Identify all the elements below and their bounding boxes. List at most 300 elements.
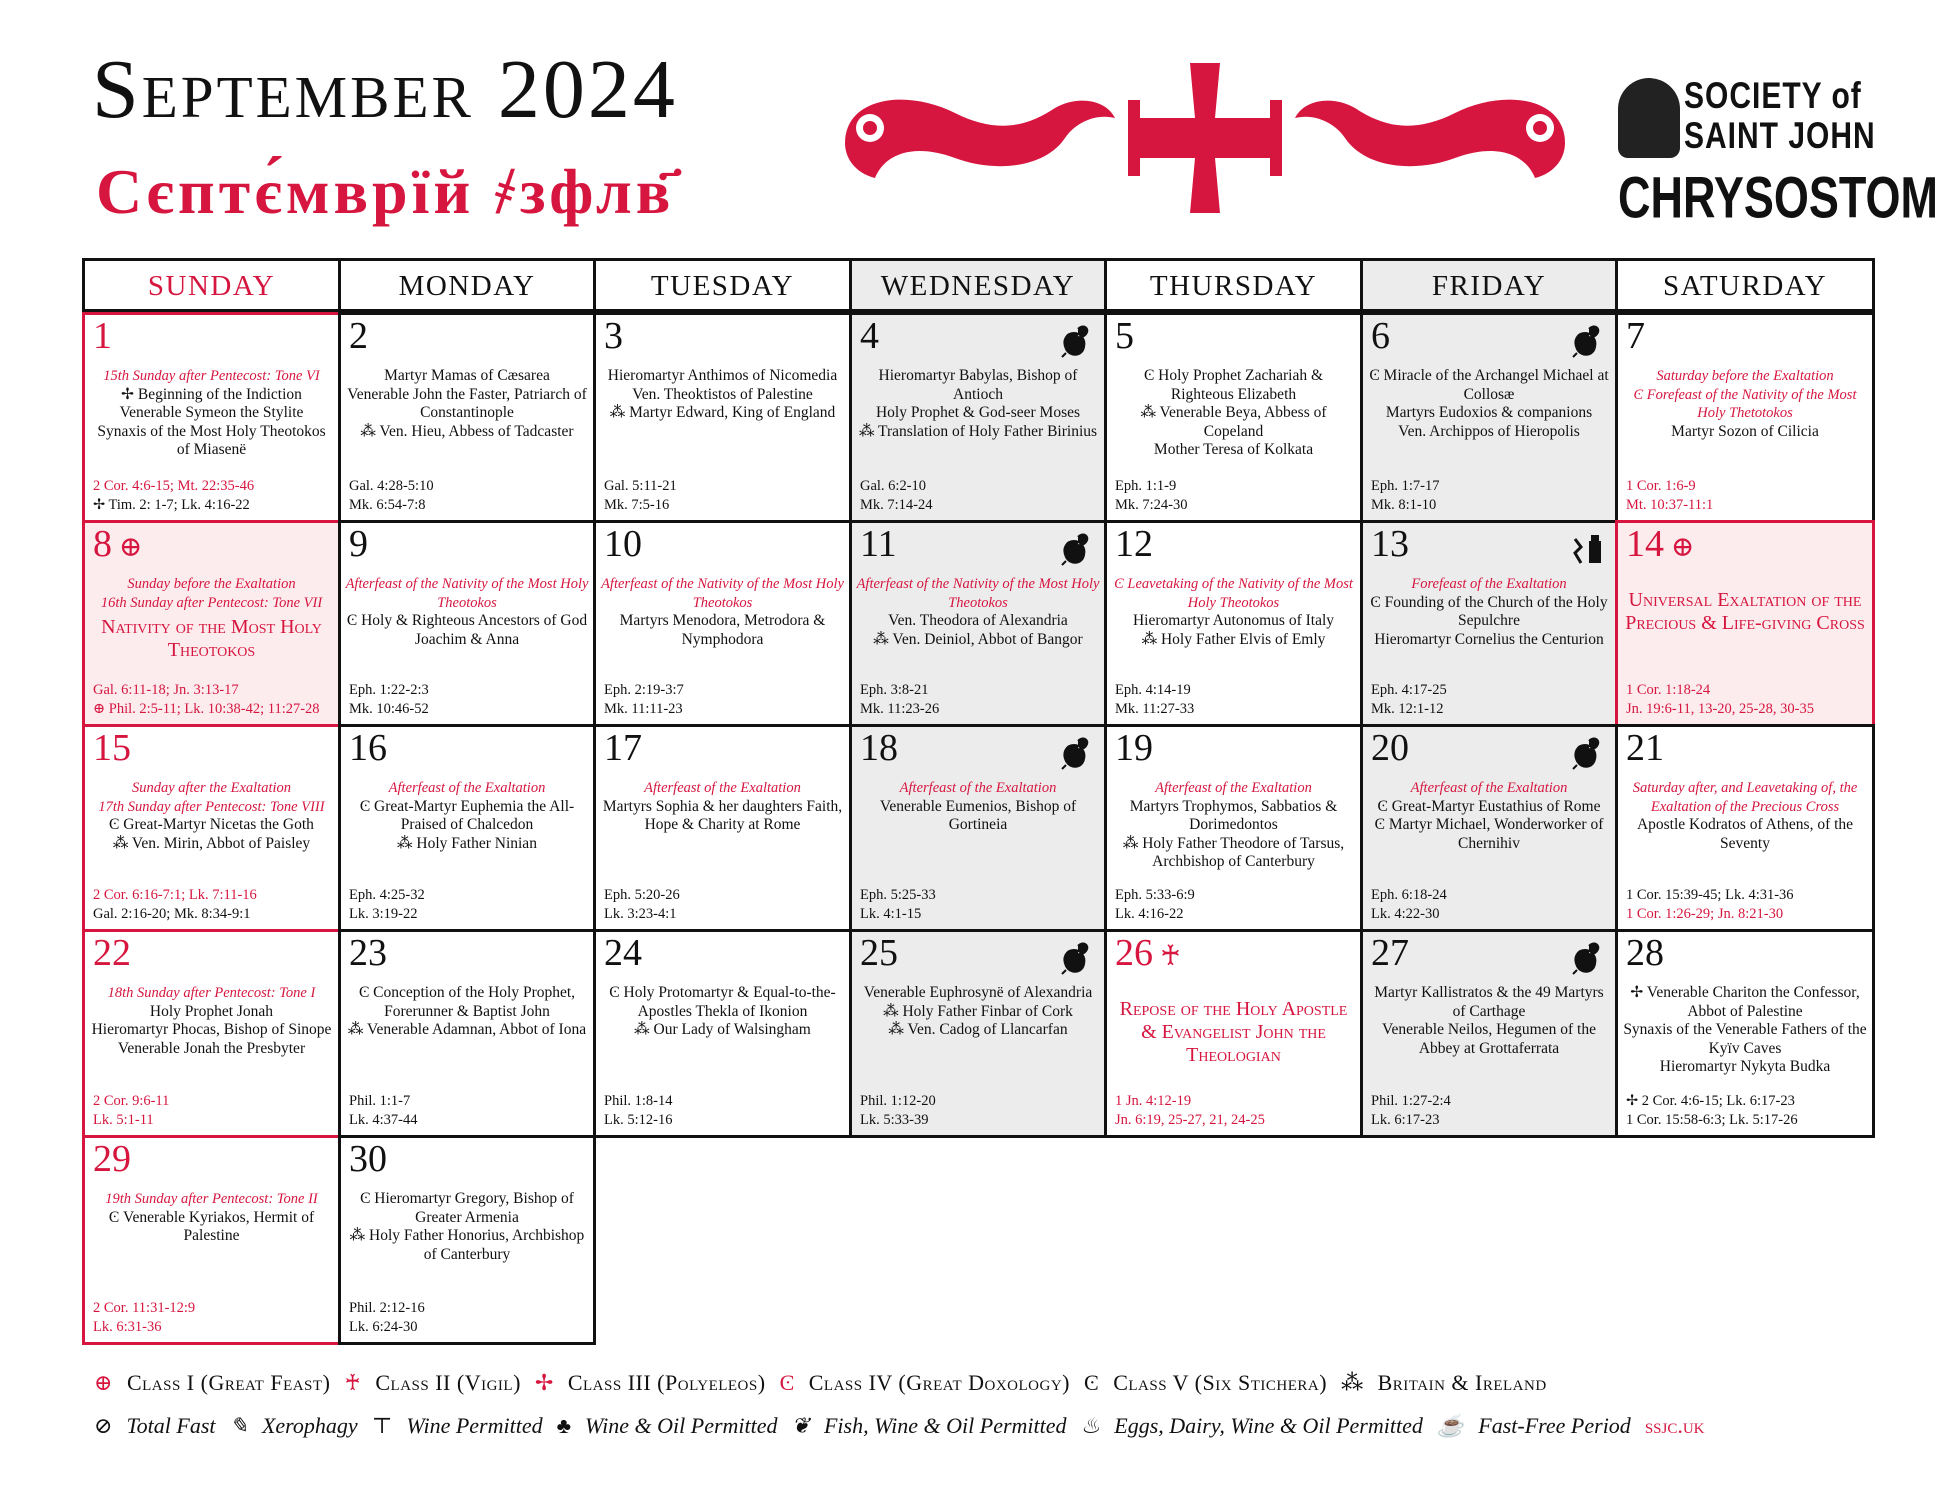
reading-line: Eph. 1:7-17 [1371, 478, 1440, 494]
reading-line: Phil. 1:12-20 [860, 1093, 936, 1109]
day-cell-29 [82, 1135, 341, 1345]
day-number [1371, 729, 1409, 767]
commemorations [345, 779, 589, 853]
saint-icon [1618, 78, 1680, 158]
readings [860, 886, 936, 924]
commemoration-line: ⁂ Venerable Beya, Abbess of Copeland [1140, 404, 1327, 440]
reading-line: Eph. 2:19-3:7 [604, 682, 684, 698]
reading-line: Eph. 1:1-9 [1115, 478, 1177, 494]
day-number-text: 14 [1626, 523, 1664, 565]
legend-fasting-label: Wine & Oil Permitted [585, 1413, 778, 1438]
reading-line: Jn. 6:19, 25-27, 21, 24-25 [1115, 1112, 1265, 1128]
reading-line: 1 Cor. 15:39-45; Lk. 4:31-36 [1626, 887, 1794, 903]
reading-line: 2 Cor. 9:6-11 [93, 1093, 170, 1109]
xerophagy-icon [1060, 940, 1096, 976]
commemoration-line: Ͼ Great-Martyr Euphemia the All-Praised of Chalcedon [359, 797, 575, 833]
xerophagy-icon [1060, 735, 1096, 771]
reading-line: Eph. 1:22-2:3 [349, 682, 429, 698]
commemoration-line: Afterfeast of the Exaltation [644, 780, 801, 796]
reading-line: Eph. 5:25-33 [860, 887, 936, 903]
commemorations [1622, 984, 1868, 1077]
readings [1371, 886, 1447, 924]
commemoration-line: Sunday after the Exaltation [131, 780, 292, 796]
commemoration-line: Martyr Sozon of Cilicia [1671, 422, 1819, 440]
commemoration-line: Saturday after, and Leavetaking of, the Exaltation of the Precious Cross [1632, 780, 1858, 815]
commemoration-line: Ͼ Forefeast of the Nativity of the Most Holy Thetotokos [1633, 386, 1857, 421]
calendar-grid [82, 258, 1872, 1346]
commemoration-line: ⁂ Ven. Cadog of Llancarfan [888, 1021, 1068, 1038]
legend-fasting-icon: ⊘ [94, 1413, 113, 1438]
commemoration-line: Ͼ Conception of the Holy Prophet, Forerunner & Baptist John [358, 984, 576, 1020]
day-cell-12 [1104, 520, 1363, 727]
commemoration-line: Mother Teresa of Kolkata [1153, 441, 1314, 458]
reading-line: Mk. 11:11-23 [604, 701, 683, 717]
day-number [1626, 934, 1664, 972]
reading-line: Lk. 6:24-30 [349, 1319, 418, 1335]
logo-line-1: SOCIETY of [1684, 75, 1862, 117]
day-cell-30 [338, 1135, 596, 1345]
reading-line: Lk. 6:17-23 [1371, 1112, 1440, 1128]
commemorations [89, 1190, 334, 1246]
day-number [1626, 525, 1694, 563]
legend-fasting-item [230, 1413, 358, 1438]
readings [860, 477, 933, 515]
day-number [93, 525, 142, 563]
commemoration-line: Martyrs Trophymos, Sabbatios & Dorimedontos [1129, 797, 1338, 833]
day-cell-23 [338, 929, 596, 1138]
day-number [604, 729, 642, 767]
readings [349, 477, 434, 515]
commemoration-line: ✢ Beginning of the Indiction [121, 385, 302, 403]
day-number [93, 1140, 131, 1178]
reading-line: 2 Cor. 11:31-12:9 [93, 1300, 196, 1316]
commemoration-line: Martyr Kallistratos & the 49 Martyrs of Carthage [1374, 984, 1604, 1020]
readings [1371, 477, 1439, 515]
readings [860, 681, 939, 719]
commemorations [600, 779, 845, 835]
legend-fasting-icon: ✎ [229, 1413, 248, 1438]
legend-class-icon: Ͼ [779, 1370, 795, 1395]
reading-line: 1 Cor. 1:18-24 [1626, 682, 1711, 698]
readings [93, 1299, 195, 1337]
commemoration-line: Afterfeast of the Nativity of the Most Holy Theotokos [601, 576, 844, 611]
readings [349, 1092, 417, 1130]
commemoration-line: Martyrs Menodora, Metrodora & Nymphodora [619, 612, 826, 648]
day-number-text: 24 [604, 932, 642, 974]
day-cell-26 [1104, 929, 1363, 1138]
reading-line: ✢ Tim. 2: 1-7; Lk. 4:16-22 [93, 497, 250, 513]
day-number [604, 317, 623, 355]
reading-line: 2 Cor. 6:16-7:1; Lk. 7:11-16 [93, 887, 257, 903]
day-number [349, 525, 368, 563]
logo-line-3: CHRYSOSTOM [1618, 164, 1939, 231]
day-cell-3 [593, 312, 852, 523]
readings [1115, 1092, 1265, 1130]
legend-class-label: Britain & Ireland [1377, 1370, 1547, 1395]
site-link[interactable]: ssjc.uk [1644, 1413, 1705, 1438]
day-number-text: 10 [604, 523, 642, 565]
commemoration-line: Holy Prophet Jonah [149, 1002, 274, 1020]
commemoration-line: Ven. Theodora of Alexandria [888, 612, 1068, 629]
readings [1115, 681, 1194, 719]
day-number-text: 2 [349, 315, 368, 357]
day-number-text: 12 [1115, 523, 1153, 565]
legend-fasting-label: Wine Permitted [406, 1413, 543, 1438]
readings [1626, 1092, 1798, 1130]
commemoration-line: Venerable John the Faster, Patriarch of Constantinople [347, 385, 587, 421]
reading-line: Lk. 3:23-4:1 [604, 906, 677, 922]
readings [1626, 886, 1794, 924]
commemoration-line: Ͼ Leavetaking of the Nativity of the Most Holy Theotokos [1114, 576, 1353, 611]
commemoration-line: Nativity of the Most Holy Theotokos [101, 616, 322, 661]
commemoration-line: Ͼ Holy Protomartyr & Equal-to-the-Apostles Thekla of Ikonion [609, 984, 836, 1020]
reading-line: Lk. 3:19-22 [349, 906, 418, 922]
commemorations [89, 984, 334, 1058]
commemoration-line: ⁂ Our Lady of Walsingham [634, 1021, 811, 1038]
day-cell-20 [1360, 724, 1618, 932]
commemoration-line: Venerable Symeon the Stylite [119, 404, 304, 421]
readings [604, 1092, 672, 1130]
commemoration-line: ⁂ Holy Father Ninian [397, 834, 537, 852]
reading-line: Phil. 1:1-7 [349, 1093, 411, 1109]
day-cell-17 [593, 724, 852, 932]
commemoration-line: Ͼ Holy & Righteous Ancestors of God Joachim & Anna [346, 612, 588, 648]
day-cell-4 [849, 312, 1107, 523]
reading-line: Lk. 5:1-11 [93, 1112, 154, 1128]
day-number-text: 6 [1371, 315, 1390, 357]
day-number [860, 934, 898, 972]
day-number [93, 934, 131, 972]
commemorations [600, 575, 845, 649]
day-number-text: 19 [1115, 727, 1153, 769]
commemorations [1622, 585, 1868, 635]
commemoration-line: 17th Sunday after Pentecost: Tone VIII [98, 798, 325, 815]
commemoration-line: Ͼ Hieromartyr Gregory, Bishop of Greater Armenia [360, 1190, 574, 1226]
legend-class-item [1341, 1370, 1547, 1395]
legend-fasting-icon: ♣ [556, 1413, 572, 1438]
commemorations [89, 575, 334, 662]
legend-fasting-item [1437, 1413, 1631, 1438]
day-number-text: 29 [93, 1138, 131, 1180]
readings [93, 681, 320, 719]
day-number-text: 3 [604, 315, 623, 357]
legend-class-label: Class IV (Great Doxology) [808, 1370, 1071, 1395]
commemorations [345, 575, 589, 649]
legend-class-label: Class III (Polyeleos) [567, 1370, 766, 1395]
day-number-text: 20 [1371, 727, 1409, 769]
commemoration-line: ⁂ Translation of Holy Father Birinius [858, 422, 1098, 440]
legend-fasting-item [372, 1413, 543, 1438]
commemorations [1111, 575, 1356, 649]
reading-line: Mk. 8:1-10 [1371, 497, 1437, 513]
reading-line: Jn. 19:6-11, 13-20, 25-28, 30-35 [1626, 701, 1814, 717]
commemorations [89, 367, 334, 460]
day-number [860, 525, 897, 563]
legend-class-label: Class II (Vigil) [375, 1370, 521, 1395]
reading-line: Phil. 2:12-16 [349, 1300, 425, 1316]
commemoration-line: Hieromartyr Anthimos of Nicomedia [607, 367, 838, 384]
cross-ornament-icon [825, 58, 1585, 228]
day-number [1115, 317, 1134, 355]
readings [604, 477, 677, 515]
commemoration-line: Hieromartyr Babylas, Bishop of Antioch [878, 367, 1078, 403]
day-number [604, 525, 642, 563]
commemoration-line: 16th Sunday after Pentecost: Tone VII [100, 594, 323, 611]
readings [1115, 886, 1195, 924]
commemoration-line: Saturday before the Exaltation [1656, 368, 1834, 384]
day-number [1626, 729, 1664, 767]
commemoration-line: Ͼ Martyr Michael, Wonderworker of Chernihiv [1374, 816, 1604, 852]
readings [349, 681, 429, 719]
day-number [349, 1140, 387, 1178]
commemoration-line: ✢ Venerable Chariton the Confessor, Abbot of Palestine [1630, 984, 1860, 1020]
readings [1371, 681, 1447, 719]
commemorations [1367, 575, 1611, 649]
legend-fasting-label: Fish, Wine & Oil Permitted [823, 1413, 1067, 1438]
commemoration-line: Venerable Jonah the Presbyter [117, 1039, 306, 1057]
weekday-header-saturday: SATURDAY [1615, 258, 1875, 312]
day-number-text: 15 [93, 727, 131, 769]
reading-line: Lk. 6:31-36 [93, 1319, 162, 1335]
reading-line: ✢ 2 Cor. 4:6-15; Lk. 6:17-23 [1626, 1093, 1795, 1109]
reading-line: 1 Cor. 1:26-29; Jn. 8:21-30 [1626, 906, 1784, 922]
commemoration-line: Venerable Neilos, Hegumen of the Abbey at Grottaferrata [1382, 1021, 1596, 1057]
reading-line: Gal. 4:28-5:10 [349, 478, 434, 494]
commemorations [856, 367, 1100, 441]
reading-line: Gal. 5:11-21 [604, 478, 677, 494]
commemorations [1367, 984, 1611, 1058]
commemoration-line: ⁂ Ven. Mirin, Abbot of Paisley [112, 834, 311, 852]
commemoration-line: Ven. Theoktistos of Palestine [632, 385, 813, 403]
day-number-text: 16 [349, 727, 387, 769]
reading-line: 1 Cor. 1:6-9 [1626, 478, 1696, 494]
legend-class-icon: ♰ [344, 1370, 362, 1395]
day-number-text: 9 [349, 523, 368, 565]
commemorations [345, 1190, 589, 1264]
commemorations [856, 779, 1100, 835]
slavonic-title: Сєптє́мврїй ҂зфлв҃ [96, 156, 675, 227]
day-number-text: 8 [93, 523, 112, 565]
day-number-text: 13 [1371, 523, 1409, 565]
readings [604, 886, 680, 924]
reading-line: Mk. 12:1-12 [1371, 701, 1444, 717]
day-number [1371, 317, 1390, 355]
commemoration-line: Holy Prophet & God-seer Moses [875, 404, 1081, 421]
day-number-text: 18 [860, 727, 898, 769]
day-number-text: 1 [93, 315, 112, 357]
commemoration-line: Venerable Euphrosynë of Alexandria [863, 984, 1093, 1001]
commemoration-line: ⁂ Ven. Deiniol, Abbot of Bangor [873, 630, 1083, 648]
day-cell-2 [338, 312, 596, 523]
commemoration-line: Universal Exaltation of the Precious & Life-giving Cross [1625, 589, 1865, 634]
reading-line: Mt. 10:37-11:1 [1626, 497, 1714, 513]
day-number-text: 22 [93, 932, 131, 974]
reading-line: Eph. 4:14-19 [1115, 682, 1191, 698]
day-cell-22 [82, 929, 341, 1138]
commemorations [600, 984, 845, 1040]
day-cell-9 [338, 520, 596, 727]
weekday-header-wednesday: WEDNESDAY [849, 258, 1107, 312]
reading-line: Eph. 5:20-26 [604, 887, 680, 903]
reading-line: Mk. 11:27-33 [1115, 701, 1195, 717]
readings [604, 681, 684, 719]
day-number-text: 26 [1115, 932, 1153, 974]
commemoration-line: Afterfeast of the Exaltation [1155, 780, 1312, 796]
xerophagy-icon [1060, 323, 1096, 359]
reading-line: Eph. 6:18-24 [1371, 887, 1447, 903]
commemoration-line: Martyrs Sophia & her daughters Faith, Hope & Charity at Rome [602, 797, 843, 833]
legend-fasting-icon: ♨ [1080, 1413, 1101, 1438]
commemoration-line: 18th Sunday after Pentecost: Tone I [107, 985, 316, 1001]
xerophagy-icon [1060, 531, 1096, 567]
reading-line: 1 Jn. 4:12-19 [1115, 1093, 1192, 1109]
xerophagy-icon [1571, 735, 1607, 771]
reading-line: Eph. 4:25-32 [349, 887, 425, 903]
legend-class-item [94, 1370, 330, 1395]
legend-class-item [535, 1370, 766, 1395]
day-cell-1 [82, 312, 341, 523]
day-number-text: 21 [1626, 727, 1664, 769]
commemoration-line: 15th Sunday after Pentecost: Tone VI [103, 368, 320, 384]
reading-line: Lk. 4:16-22 [1115, 906, 1184, 922]
legend-classes [94, 1370, 1561, 1396]
weekday-header-friday: FRIDAY [1360, 258, 1618, 312]
legend-fasting-label: Eggs, Dairy, Wine & Oil Permitted [1114, 1413, 1423, 1438]
day-number [93, 729, 131, 767]
commemoration-line: Forefeast of the Exaltation [1411, 576, 1567, 592]
readings [1626, 681, 1814, 719]
commemoration-line: ⁂ Holy Father Finbar of Cork [883, 1002, 1073, 1020]
commemorations [89, 779, 334, 853]
reading-line: Mk. 11:23-26 [860, 701, 940, 717]
feast-class-icon: ♰ [1153, 941, 1181, 972]
legend-fasting [94, 1413, 1719, 1439]
day-cell-10 [593, 520, 852, 727]
commemoration-line: ⁂ Ven. Hieu, Abbess of Tadcaster [360, 422, 574, 440]
readings [349, 886, 425, 924]
wine-oil-icon [1571, 531, 1607, 567]
commemoration-line: Apostle Kodratos of Athens, of the Seventy [1636, 816, 1854, 852]
commemoration-line: Synaxis of the Venerable Fathers of the Kyïv Caves [1623, 1021, 1867, 1057]
day-number-text: 17 [604, 727, 642, 769]
feast-class-icon: ⊕ [112, 532, 143, 563]
readings [1626, 477, 1713, 515]
reading-line: Eph. 3:8-21 [860, 682, 929, 698]
weekday-header-monday: MONDAY [338, 258, 596, 312]
day-number-text: 7 [1626, 315, 1645, 357]
day-cell-27 [1360, 929, 1618, 1138]
commemorations [1622, 367, 1868, 441]
legend-class-label: Class V (Six Stichera) [1113, 1370, 1328, 1395]
commemoration-line: Afterfeast of the Exaltation [899, 780, 1057, 796]
readings [93, 477, 254, 515]
day-cell-21 [1615, 724, 1875, 932]
day-number-text: 28 [1626, 932, 1664, 974]
day-cell-25 [849, 929, 1107, 1138]
commemoration-line: Repose of the Holy Apostle & Evangelist John the Theologian [1119, 998, 1348, 1066]
commemoration-line: Ͼ Miracle of the Archangel Michael at Collosæ [1369, 367, 1609, 403]
commemoration-line: Afterfeast of the Exaltation [388, 780, 546, 796]
commemorations [1111, 779, 1356, 872]
readings [1371, 1092, 1451, 1130]
reading-line: Lk. 5:12-16 [604, 1112, 673, 1128]
legend-class-item [1084, 1370, 1327, 1395]
day-cell-8 [82, 520, 341, 727]
commemorations [345, 367, 589, 441]
reading-line: Lk. 4:1-15 [860, 906, 922, 922]
day-number [349, 729, 387, 767]
reading-line: Gal. 2:16-20; Mk. 8:34-9:1 [93, 906, 251, 922]
day-number-text: 30 [349, 1138, 387, 1180]
reading-line: Mk. 7:24-30 [1115, 497, 1188, 513]
day-cell-28 [1615, 929, 1875, 1138]
day-cell-11 [849, 520, 1107, 727]
day-cell-18 [849, 724, 1107, 932]
day-cell-14 [1615, 520, 1875, 727]
readings [93, 886, 257, 924]
legend-class-item [780, 1370, 1070, 1395]
reading-line: Mk. 7:5-16 [604, 497, 670, 513]
day-cell-7 [1615, 312, 1875, 523]
day-cell-5 [1104, 312, 1363, 523]
day-number-text: 4 [860, 315, 879, 357]
reading-line: Lk. 4:22-30 [1371, 906, 1440, 922]
legend-fasting-item [1081, 1413, 1423, 1438]
reading-line: Lk. 4:37-44 [349, 1112, 418, 1128]
day-number-text: 5 [1115, 315, 1134, 357]
reading-line: Eph. 4:17-25 [1371, 682, 1447, 698]
day-number-text: 27 [1371, 932, 1409, 974]
legend-fasting-label: Total Fast [126, 1413, 216, 1438]
readings [860, 1092, 936, 1130]
legend-fasting-item [557, 1413, 778, 1438]
readings [93, 1092, 169, 1130]
day-number [604, 934, 642, 972]
reading-line: Phil. 1:27-2:4 [1371, 1093, 1451, 1109]
legend-class-item [344, 1370, 521, 1395]
commemorations [1111, 994, 1356, 1067]
readings [349, 1299, 425, 1337]
feast-class-icon: ⊕ [1664, 532, 1695, 563]
commemoration-line: Hieromartyr Nykyta Budka [1659, 1058, 1831, 1075]
day-cell-6 [1360, 312, 1618, 523]
reading-line: Eph. 5:33-6:9 [1115, 887, 1195, 903]
reading-line: 1 Cor. 15:58-6:3; Lk. 5:17-26 [1626, 1112, 1798, 1128]
day-number [1115, 525, 1153, 563]
legend-fasting-icon: ☕ [1436, 1413, 1465, 1438]
commemoration-line: Synaxis of the Most Holy Theotokos of Miasenë [97, 422, 326, 458]
reading-line: Mk. 6:54-7:8 [349, 497, 426, 513]
commemorations [600, 367, 845, 423]
day-number [1371, 525, 1409, 563]
reading-line: 2 Cor. 4:6-15; Mt. 22:35-46 [93, 478, 255, 494]
commemoration-line: Afterfeast of the Exaltation [1410, 780, 1568, 796]
logo-line-2: SAINT JOHN [1684, 115, 1876, 157]
day-number [860, 729, 898, 767]
commemoration-line: ⁂ Venerable Adamnan, Abbot of Iona [347, 1021, 587, 1038]
legend-fasting-item [792, 1413, 1067, 1438]
weekday-header-tuesday: TUESDAY [593, 258, 852, 312]
day-cell-19 [1104, 724, 1363, 932]
day-number-text: 23 [349, 932, 387, 974]
legend-fasting-item [94, 1413, 216, 1438]
society-logo [1618, 75, 1939, 231]
commemoration-line: ⁂ Holy Father Elvis of Emly [1141, 630, 1326, 648]
commemoration-line: Hieromartyr Autonomus of Italy [1132, 612, 1335, 629]
readings [1115, 477, 1188, 515]
reading-line: Phil. 1:8-14 [604, 1093, 673, 1109]
commemoration-line: Ͼ Venerable Kyriakos, Hermit of Palestine [108, 1208, 315, 1244]
